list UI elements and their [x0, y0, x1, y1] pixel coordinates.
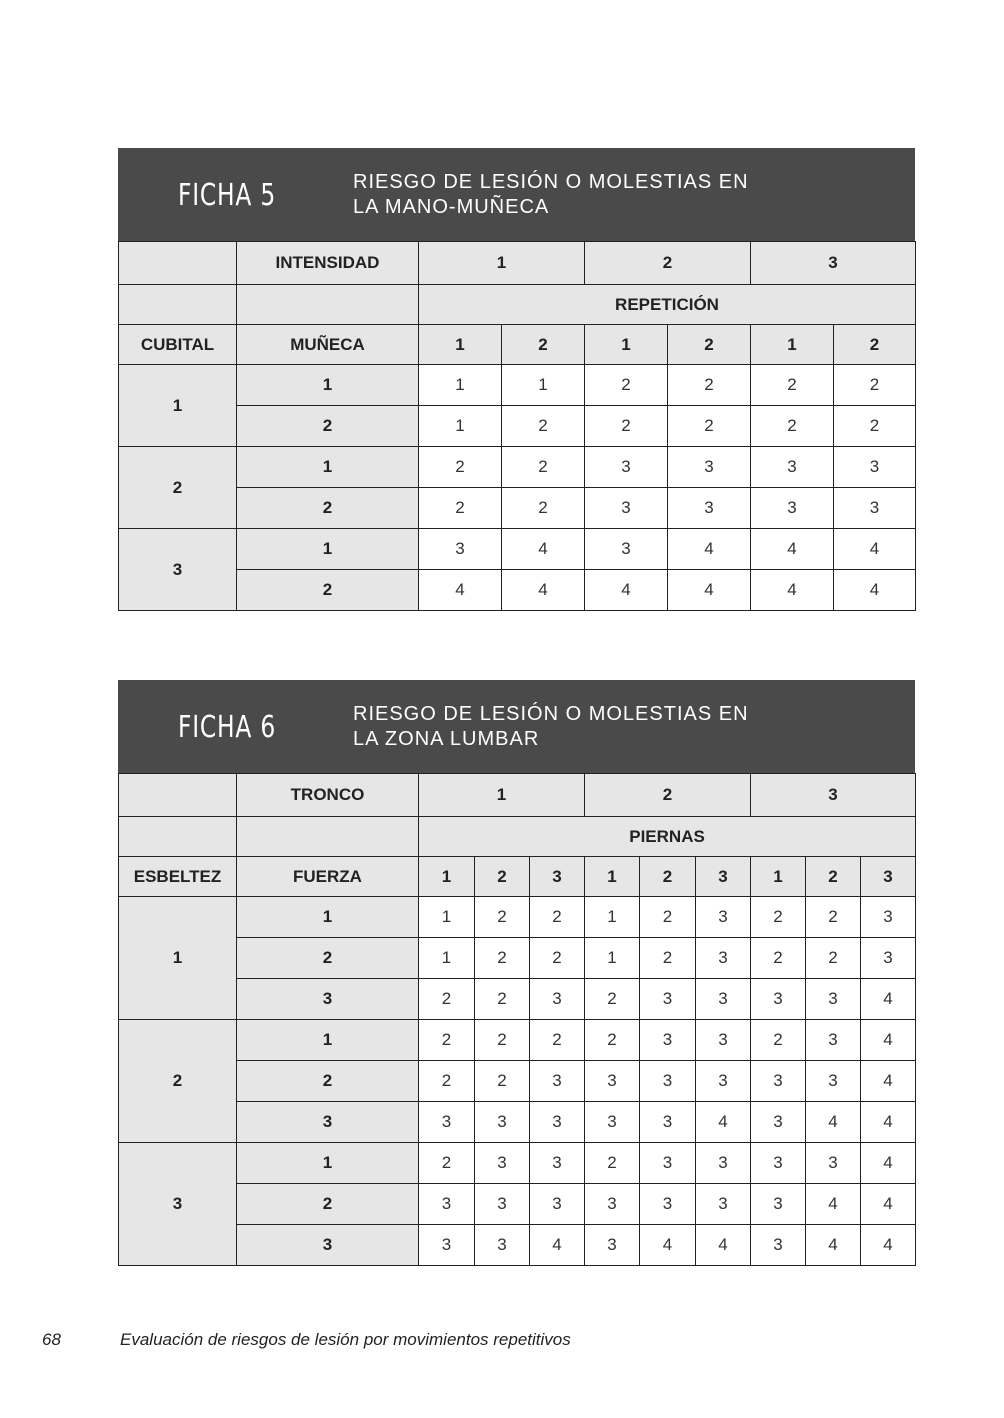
col-b-label: FUERZA: [237, 857, 419, 897]
value-cell: 3: [806, 1143, 861, 1184]
header-empty-cell: [237, 817, 419, 857]
value-cell: 4: [861, 1143, 916, 1184]
table-row: [119, 1061, 916, 1102]
value-cell: 3: [751, 979, 806, 1020]
group-label: PIERNAS: [419, 817, 916, 857]
table-row: [119, 529, 916, 570]
value-cell: 2: [419, 979, 475, 1020]
value-cell: 3: [585, 1102, 640, 1143]
value-cell: 4: [696, 1225, 751, 1266]
value-cell: 1: [502, 365, 585, 406]
value-cell: 4: [861, 1102, 916, 1143]
sub-header: 2: [834, 325, 916, 365]
value-cell: 2: [585, 406, 668, 447]
value-cell: 3: [585, 447, 668, 488]
value-cell: 4: [668, 570, 751, 611]
value-cell: 3: [640, 1061, 696, 1102]
row1-label: TRONCO: [237, 774, 419, 817]
value-cell: 2: [585, 365, 668, 406]
value-cell: 3: [751, 447, 834, 488]
value-cell: 4: [502, 570, 585, 611]
value-cell: 2: [419, 1061, 475, 1102]
intensity-header: 1: [419, 774, 585, 817]
value-cell: 2: [834, 406, 916, 447]
ficha-6-title: [353, 702, 749, 752]
value-cell: 3: [530, 1184, 585, 1225]
value-cell: 4: [806, 1102, 861, 1143]
value-cell: 3: [585, 488, 668, 529]
group-label: REPETICIÓN: [419, 285, 916, 325]
value-cell: 2: [530, 897, 585, 938]
value-cell: 4: [861, 1184, 916, 1225]
sub-row-label: 2: [237, 1184, 419, 1225]
ficha-5: [118, 148, 915, 611]
sub-row-label: 3: [237, 1102, 419, 1143]
value-cell: 1: [585, 897, 640, 938]
table-row: [119, 1102, 916, 1143]
group-row-label: 1: [119, 897, 237, 1020]
value-cell: 4: [696, 1102, 751, 1143]
value-cell: 3: [585, 1061, 640, 1102]
value-cell: 3: [530, 1061, 585, 1102]
sub-row-label: 3: [237, 1225, 419, 1266]
table-row: [119, 488, 916, 529]
ficha-5-title: [353, 170, 749, 220]
value-cell: 4: [585, 570, 668, 611]
table-row: [119, 570, 916, 611]
sub-row-label: 1: [237, 897, 419, 938]
value-cell: 2: [640, 938, 696, 979]
table-row: [119, 1184, 916, 1225]
header-empty-cell: [119, 817, 237, 857]
value-cell: 1: [585, 938, 640, 979]
value-cell: 3: [640, 1184, 696, 1225]
table-row: [119, 1225, 916, 1266]
value-cell: 4: [530, 1225, 585, 1266]
value-cell: 3: [696, 897, 751, 938]
sub-row-label: 3: [237, 979, 419, 1020]
value-cell: 3: [751, 1102, 806, 1143]
value-cell: 3: [475, 1102, 530, 1143]
value-cell: 3: [475, 1143, 530, 1184]
value-cell: 4: [751, 570, 834, 611]
value-cell: 2: [475, 1061, 530, 1102]
header-row-group: [119, 817, 916, 857]
sub-header: 2: [502, 325, 585, 365]
value-cell: 2: [834, 365, 916, 406]
value-cell: 2: [751, 365, 834, 406]
value-cell: 2: [530, 1020, 585, 1061]
sub-row-label: 1: [237, 447, 419, 488]
value-cell: 3: [419, 1225, 475, 1266]
value-cell: 3: [585, 529, 668, 570]
intensity-header: 3: [751, 242, 916, 285]
value-cell: 2: [668, 365, 751, 406]
value-cell: 2: [502, 488, 585, 529]
sub-header: 2: [475, 857, 530, 897]
value-cell: 2: [475, 938, 530, 979]
sub-header: 1: [419, 325, 502, 365]
footer-text: Evaluación de riesgos de lesión por movimientos repetitivos: [120, 1330, 571, 1349]
value-cell: 3: [696, 938, 751, 979]
header-row-intensity: [119, 774, 916, 817]
group-row-label: 1: [119, 365, 237, 447]
value-cell: 2: [419, 488, 502, 529]
ficha-6-title-line-2: LA ZONA LUMBAR: [353, 728, 540, 750]
value-cell: 2: [419, 447, 502, 488]
value-cell: 3: [640, 979, 696, 1020]
value-cell: 3: [696, 1020, 751, 1061]
sub-header: 1: [751, 857, 806, 897]
value-cell: 3: [419, 1184, 475, 1225]
value-cell: 3: [751, 1143, 806, 1184]
sub-header: 1: [419, 857, 475, 897]
table-row: [119, 979, 916, 1020]
value-cell: 2: [419, 1143, 475, 1184]
sub-header: 2: [668, 325, 751, 365]
value-cell: 3: [806, 1061, 861, 1102]
table-row: [119, 1020, 916, 1061]
sub-row-label: 1: [237, 365, 419, 406]
value-cell: 4: [861, 979, 916, 1020]
value-cell: 3: [640, 1143, 696, 1184]
ficha-5-label: FICHA 5: [178, 178, 277, 213]
value-cell: 3: [751, 488, 834, 529]
value-cell: 3: [696, 1184, 751, 1225]
value-cell: 3: [834, 488, 916, 529]
value-cell: 3: [475, 1184, 530, 1225]
table-row: [119, 365, 916, 406]
sub-header: 3: [696, 857, 751, 897]
table-row: [119, 897, 916, 938]
value-cell: 3: [640, 1102, 696, 1143]
value-cell: 4: [502, 529, 585, 570]
table-row: [119, 406, 916, 447]
value-cell: 4: [806, 1225, 861, 1266]
value-cell: 2: [475, 979, 530, 1020]
value-cell: 3: [585, 1184, 640, 1225]
ficha-6-header: [118, 680, 915, 773]
sub-header: 3: [530, 857, 585, 897]
sub-row-label: 2: [237, 938, 419, 979]
value-cell: 3: [640, 1020, 696, 1061]
header-empty-cell: [119, 774, 237, 817]
sub-row-label: 2: [237, 488, 419, 529]
header-row-group: [119, 285, 916, 325]
value-cell: 2: [751, 938, 806, 979]
value-cell: 2: [585, 979, 640, 1020]
intensity-header: 2: [585, 242, 751, 285]
value-cell: 3: [751, 1225, 806, 1266]
value-cell: 3: [751, 1184, 806, 1225]
sub-row-label: 1: [237, 1143, 419, 1184]
col-b-label: MUÑECA: [237, 325, 419, 365]
value-cell: 2: [475, 897, 530, 938]
intensity-header: 1: [419, 242, 585, 285]
ficha-5-header: [118, 148, 915, 241]
ficha-6-label: FICHA 6: [178, 710, 277, 745]
col-a-label: CUBITAL: [119, 325, 237, 365]
value-cell: 4: [806, 1184, 861, 1225]
table-row: [119, 938, 916, 979]
header-row-columns: [119, 325, 916, 365]
value-cell: 4: [668, 529, 751, 570]
col-a-label: ESBELTEZ: [119, 857, 237, 897]
header-empty-cell: [237, 285, 419, 325]
sub-row-label: 2: [237, 570, 419, 611]
value-cell: 4: [640, 1225, 696, 1266]
value-cell: 3: [419, 1102, 475, 1143]
sub-row-label: 1: [237, 529, 419, 570]
ficha-5-title-line-1: RIESGO DE LESIÓN O MOLESTIAS EN: [353, 171, 749, 193]
value-cell: 3: [668, 447, 751, 488]
value-cell: 4: [419, 570, 502, 611]
value-cell: 3: [751, 1061, 806, 1102]
value-cell: 2: [530, 938, 585, 979]
value-cell: 2: [475, 1020, 530, 1061]
group-row-label: 2: [119, 1020, 237, 1143]
value-cell: 2: [806, 897, 861, 938]
value-cell: 2: [585, 1143, 640, 1184]
header-row-intensity: [119, 242, 916, 285]
value-cell: 2: [806, 938, 861, 979]
value-cell: 2: [502, 447, 585, 488]
sub-row-label: 2: [237, 1061, 419, 1102]
value-cell: 3: [806, 1020, 861, 1061]
value-cell: 1: [419, 938, 475, 979]
ficha-6-table: [118, 773, 916, 1266]
header-empty-cell: [119, 242, 237, 285]
value-cell: 2: [751, 1020, 806, 1061]
value-cell: 4: [834, 570, 916, 611]
group-row-label: 3: [119, 529, 237, 611]
value-cell: 4: [861, 1061, 916, 1102]
value-cell: 3: [861, 897, 916, 938]
value-cell: 1: [419, 365, 502, 406]
value-cell: 2: [751, 406, 834, 447]
value-cell: 2: [585, 1020, 640, 1061]
value-cell: 3: [475, 1225, 530, 1266]
sub-header: 1: [751, 325, 834, 365]
header-empty-cell: [119, 285, 237, 325]
value-cell: 3: [834, 447, 916, 488]
sub-header: 2: [806, 857, 861, 897]
value-cell: 2: [419, 1020, 475, 1061]
page-number: 68: [42, 1330, 61, 1349]
intensity-header: 3: [751, 774, 916, 817]
sub-header: 3: [861, 857, 916, 897]
sub-header: 1: [585, 325, 668, 365]
value-cell: 3: [530, 979, 585, 1020]
sub-header: 2: [640, 857, 696, 897]
ficha-6: [118, 680, 915, 1266]
header-row-columns: [119, 857, 916, 897]
value-cell: 4: [861, 1020, 916, 1061]
value-cell: 3: [696, 1061, 751, 1102]
value-cell: 3: [696, 979, 751, 1020]
value-cell: 2: [751, 897, 806, 938]
table-row: [119, 447, 916, 488]
value-cell: 3: [530, 1102, 585, 1143]
value-cell: 1: [419, 897, 475, 938]
value-cell: 2: [640, 897, 696, 938]
ficha-5-title-line-2: LA MANO-MUÑECA: [353, 196, 550, 218]
ficha-6-title-line-1: RIESGO DE LESIÓN O MOLESTIAS EN: [353, 703, 749, 725]
value-cell: 3: [585, 1225, 640, 1266]
value-cell: 2: [668, 406, 751, 447]
ficha-5-table: [118, 241, 916, 611]
group-row-label: 3: [119, 1143, 237, 1266]
value-cell: 3: [696, 1143, 751, 1184]
group-row-label: 2: [119, 447, 237, 529]
sub-row-label: 1: [237, 1020, 419, 1061]
intensity-header: 2: [585, 774, 751, 817]
value-cell: 3: [419, 529, 502, 570]
value-cell: 1: [419, 406, 502, 447]
value-cell: 3: [668, 488, 751, 529]
value-cell: 3: [806, 979, 861, 1020]
value-cell: 4: [751, 529, 834, 570]
sub-header: 1: [585, 857, 640, 897]
value-cell: 4: [834, 529, 916, 570]
sub-row-label: 2: [237, 406, 419, 447]
table-row: [119, 1143, 916, 1184]
row1-label: INTENSIDAD: [237, 242, 419, 285]
value-cell: 3: [530, 1143, 585, 1184]
value-cell: 2: [502, 406, 585, 447]
value-cell: 3: [861, 938, 916, 979]
value-cell: 4: [861, 1225, 916, 1266]
